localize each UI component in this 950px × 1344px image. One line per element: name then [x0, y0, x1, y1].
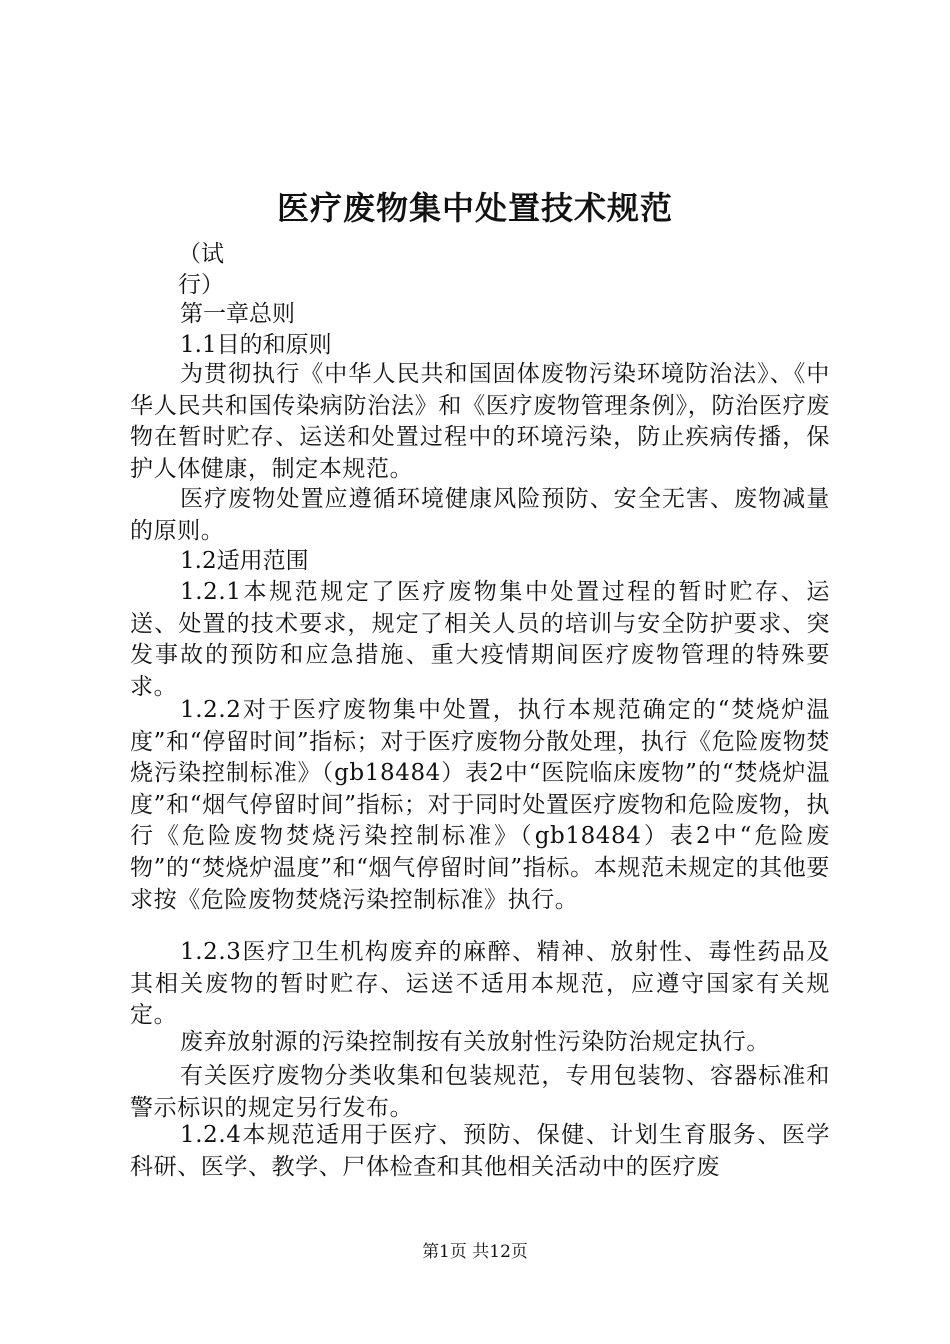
paragraph-principle: 医疗废物处置应遵循环境健康风险预防、安全无害、废物减量的原则。: [130, 486, 830, 544]
subtitle-line-1: （试: [178, 241, 224, 267]
section-heading-1-1: 1.1目的和原则: [180, 332, 332, 358]
paragraph-1-2-3: 1.2.3医疗卫生机构废弃的麻醉、精神、放射性、毒性药品及其相关废物的暂时贮存、运送不适用本规范，应遵守国家有关规定。: [130, 939, 830, 1029]
paragraph-1-2-2: 1.2.2对于医疗废物集中处置，执行本规范确定的“焚烧炉温度”和“停留时间”指标；对于医疗废物分散处理，执行《危险废物焚烧污染控制标准》（gb18484）表2中“医院临床废物”的“焚烧炉温度”和“烟气停留时间”指标；对于同时处置医疗废物和危险废物，执行《危险废物焚烧污染控制标准》（gb18484）表2中“危险废物”的“焚烧炉温度”和“烟气停留时间”指标。本规范未规定的其他要求按《危险废物焚烧污染控制标准》执行。: [130, 697, 830, 913]
section-heading-1-2: 1.2适用范围: [180, 548, 309, 574]
document-title: 医疗废物集中处置技术规范: [276, 189, 673, 227]
paragraph-radiation: 废弃放射源的污染控制按有关放射性污染防治规定执行。: [180, 1029, 770, 1055]
paragraph-1-2-4: 1.2.4本规范适用于医疗、预防、保健、计划生育服务、医学科研、医学、教学、尸体检查和其他相关活动中的医疗废: [130, 1122, 830, 1180]
chapter-heading: 第一章总则: [180, 301, 295, 327]
paragraph-1-2-1: 1.2.1本规范规定了医疗废物集中处置过程的暂时贮存、运送、处置的技术要求，规定了相关人员的培训与安全防护要求、突发事故的预防和应急措施、重大疫情期间医疗废物管理的特殊要求。: [130, 579, 830, 700]
subtitle-line-2: 行）: [178, 272, 224, 298]
page-footer: 第1页 共12页: [422, 1242, 528, 1262]
paragraph-packaging: 有关医疗废物分类收集和包装规范，专用包装物、容器标准和警示标识的规定另行发布。: [130, 1063, 830, 1121]
paragraph-purpose: 为贯彻执行《中华人民共和国固体废物污染环境防治法》、《中华人民共和国传染病防治法》和《医疗废物管理条例》，防治医疗废物在暂时贮存、运送和处置过程中的环境污染，防止疾病传播，保护人体健康，制定本规范。: [130, 361, 830, 482]
